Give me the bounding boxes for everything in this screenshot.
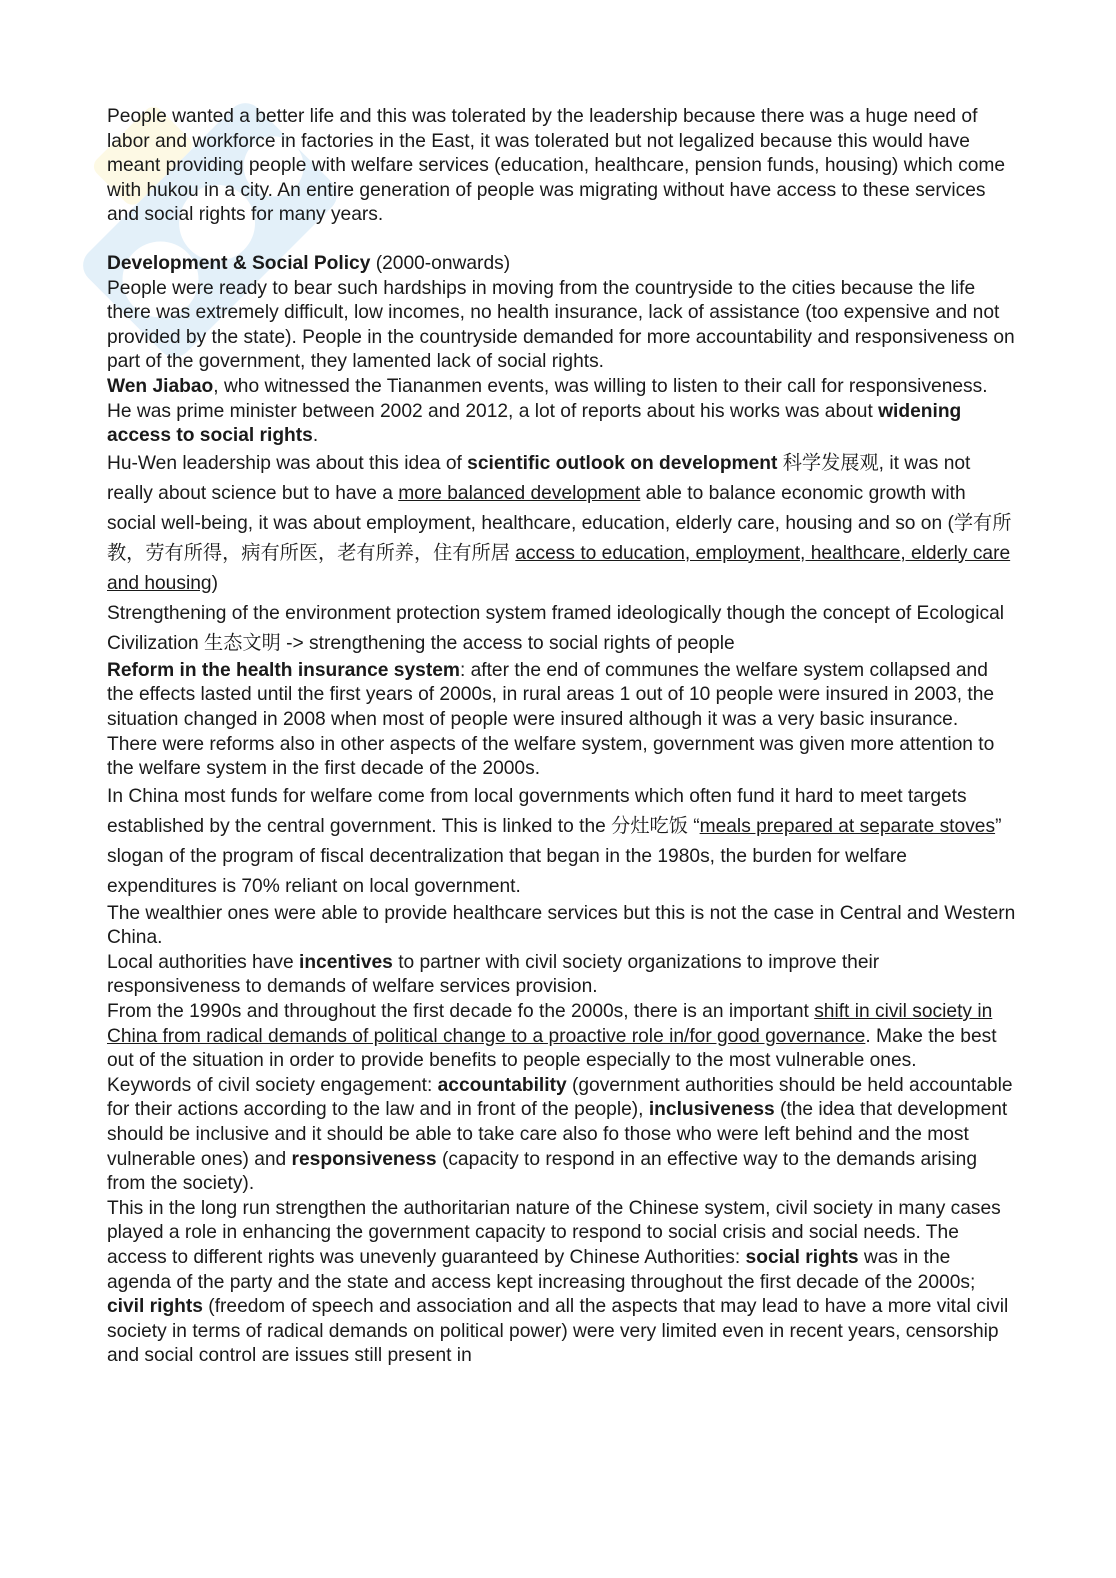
paragraph-scientific-outlook: Hu-Wen leadership was about this idea of scientific outlook on development 科学发展观, it was not really about science but to have a more balanced development able to balance economic growth with social well-being, it was about employment, healthcare, education, elderly care, housing and so on (学有所教，劳有所得，病有所医，老有所养，住有所居 access to education, employment, healthcare, elderly care and housing) <box>107 452 1012 594</box>
paragraph-ecological-civilization: Strengthening of the environment protection system framed ideologically though the concept of Ecological Civilization 生态文明 -> strengthening the access to social rights of people <box>107 602 1005 654</box>
paragraph-fiscal-decentralization: In China most funds for welfare come from local governments which often fund it hard to meet targets established by the central government. This is linked to the 分灶吃饭 “meals prepared at separate stoves” slogan of the program of fiscal decentralization that began in the 1980s, the burden for welfare expenditures is 70% reliant on local government. <box>107 785 1002 897</box>
paragraph-regional-gap: The wealthier ones were able to provide healthcare services but this is not the case in Central and Western China. <box>107 902 1016 949</box>
paragraph-migration: People wanted a better life and this was tolerated by the leadership because there was a huge need of labor and workforce in factories in the East, it was tolerated but not legalized because this would have meant providing people with welfare services (education, healthcare, pension funds, housing) which come with hukou in a city. An entire generation of people was migrating without have access to these services and social rights for many years. <box>107 106 1006 226</box>
document-body <box>107 105 1017 1369</box>
paragraph-hardships: People were ready to bear such hardships in moving from the countryside to the cities because the life there was extremely difficult, low incomes, no health insurance, lack of assistance (too expensive and not provided by the state). People in the countryside demanded for more accountability and responsiveness on part of the government, they lamented lack of social rights. <box>107 277 1015 373</box>
paragraph-welfare-reforms: There were reforms also in other aspects of the welfare system, government was given more attention to the welfare system in the first decade of the 2000s. <box>107 733 995 780</box>
paragraph-incentives: Local authorities have incentives to partner with civil society organizations to improve their responsiveness to demands of welfare services provision. <box>107 951 880 998</box>
paragraph-keywords: Keywords of civil society engagement: accountability (government authorities should be held accountable for their actions according to the law and in front of the people), inclusiveness (the idea that development should be inclusive and it should be able to take care also fo those who were left behind and the most vulnerable ones) and responsiveness (capacity to respond in an effective way to the demands arising from the society). <box>107 1074 1013 1195</box>
paragraph-health-insurance: Reform in the health insurance system: after the end of communes the welfare system collapsed and the effects lasted until the first years of 2000s, in rural areas 1 out of 10 people were insured in 2003, the situation changed in 2008 when most of people were insured although it was a very basic insurance. <box>107 659 995 730</box>
paragraph-prime-minister: He was prime minister between 2002 and 2012, a lot of reports about his works was about widening access to social rights. <box>107 400 962 447</box>
paragraph-authoritarian-nature: This in the long run strengthen the authoritarian nature of the Chinese system, civil society in many cases played a role in enhancing the government capacity to respond to social crisis and social needs. The access to different rights was unevenly guaranteed by Chinese Authorities: social rights was in the agenda of the party and the state and access kept increasing throughout the first decade of the 2000s; civil rights (freedom of speech and association and all the aspects that may lead to have a more vital civil society in terms of radical demands on political power) were very limited even in recent years, censorship and social control are issues still present in <box>107 1197 1009 1367</box>
section-heading: Development & Social Policy (2000-onwards) <box>107 252 511 274</box>
spacer <box>107 228 1017 252</box>
paragraph-civil-society-shift: From the 1990s and throughout the first decade fo the 2000s, there is an important shift in civil society in China from radical demands of political change to a proactive role in/for good governance. Make the best out of the situation in order to provide benefits to people especially to the most vulnerable ones. <box>107 1001 997 1072</box>
paragraph-wen-jiabao: Wen Jiabao, who witnessed the Tiananmen events, was willing to listen to their call for responsiveness. <box>107 375 988 397</box>
